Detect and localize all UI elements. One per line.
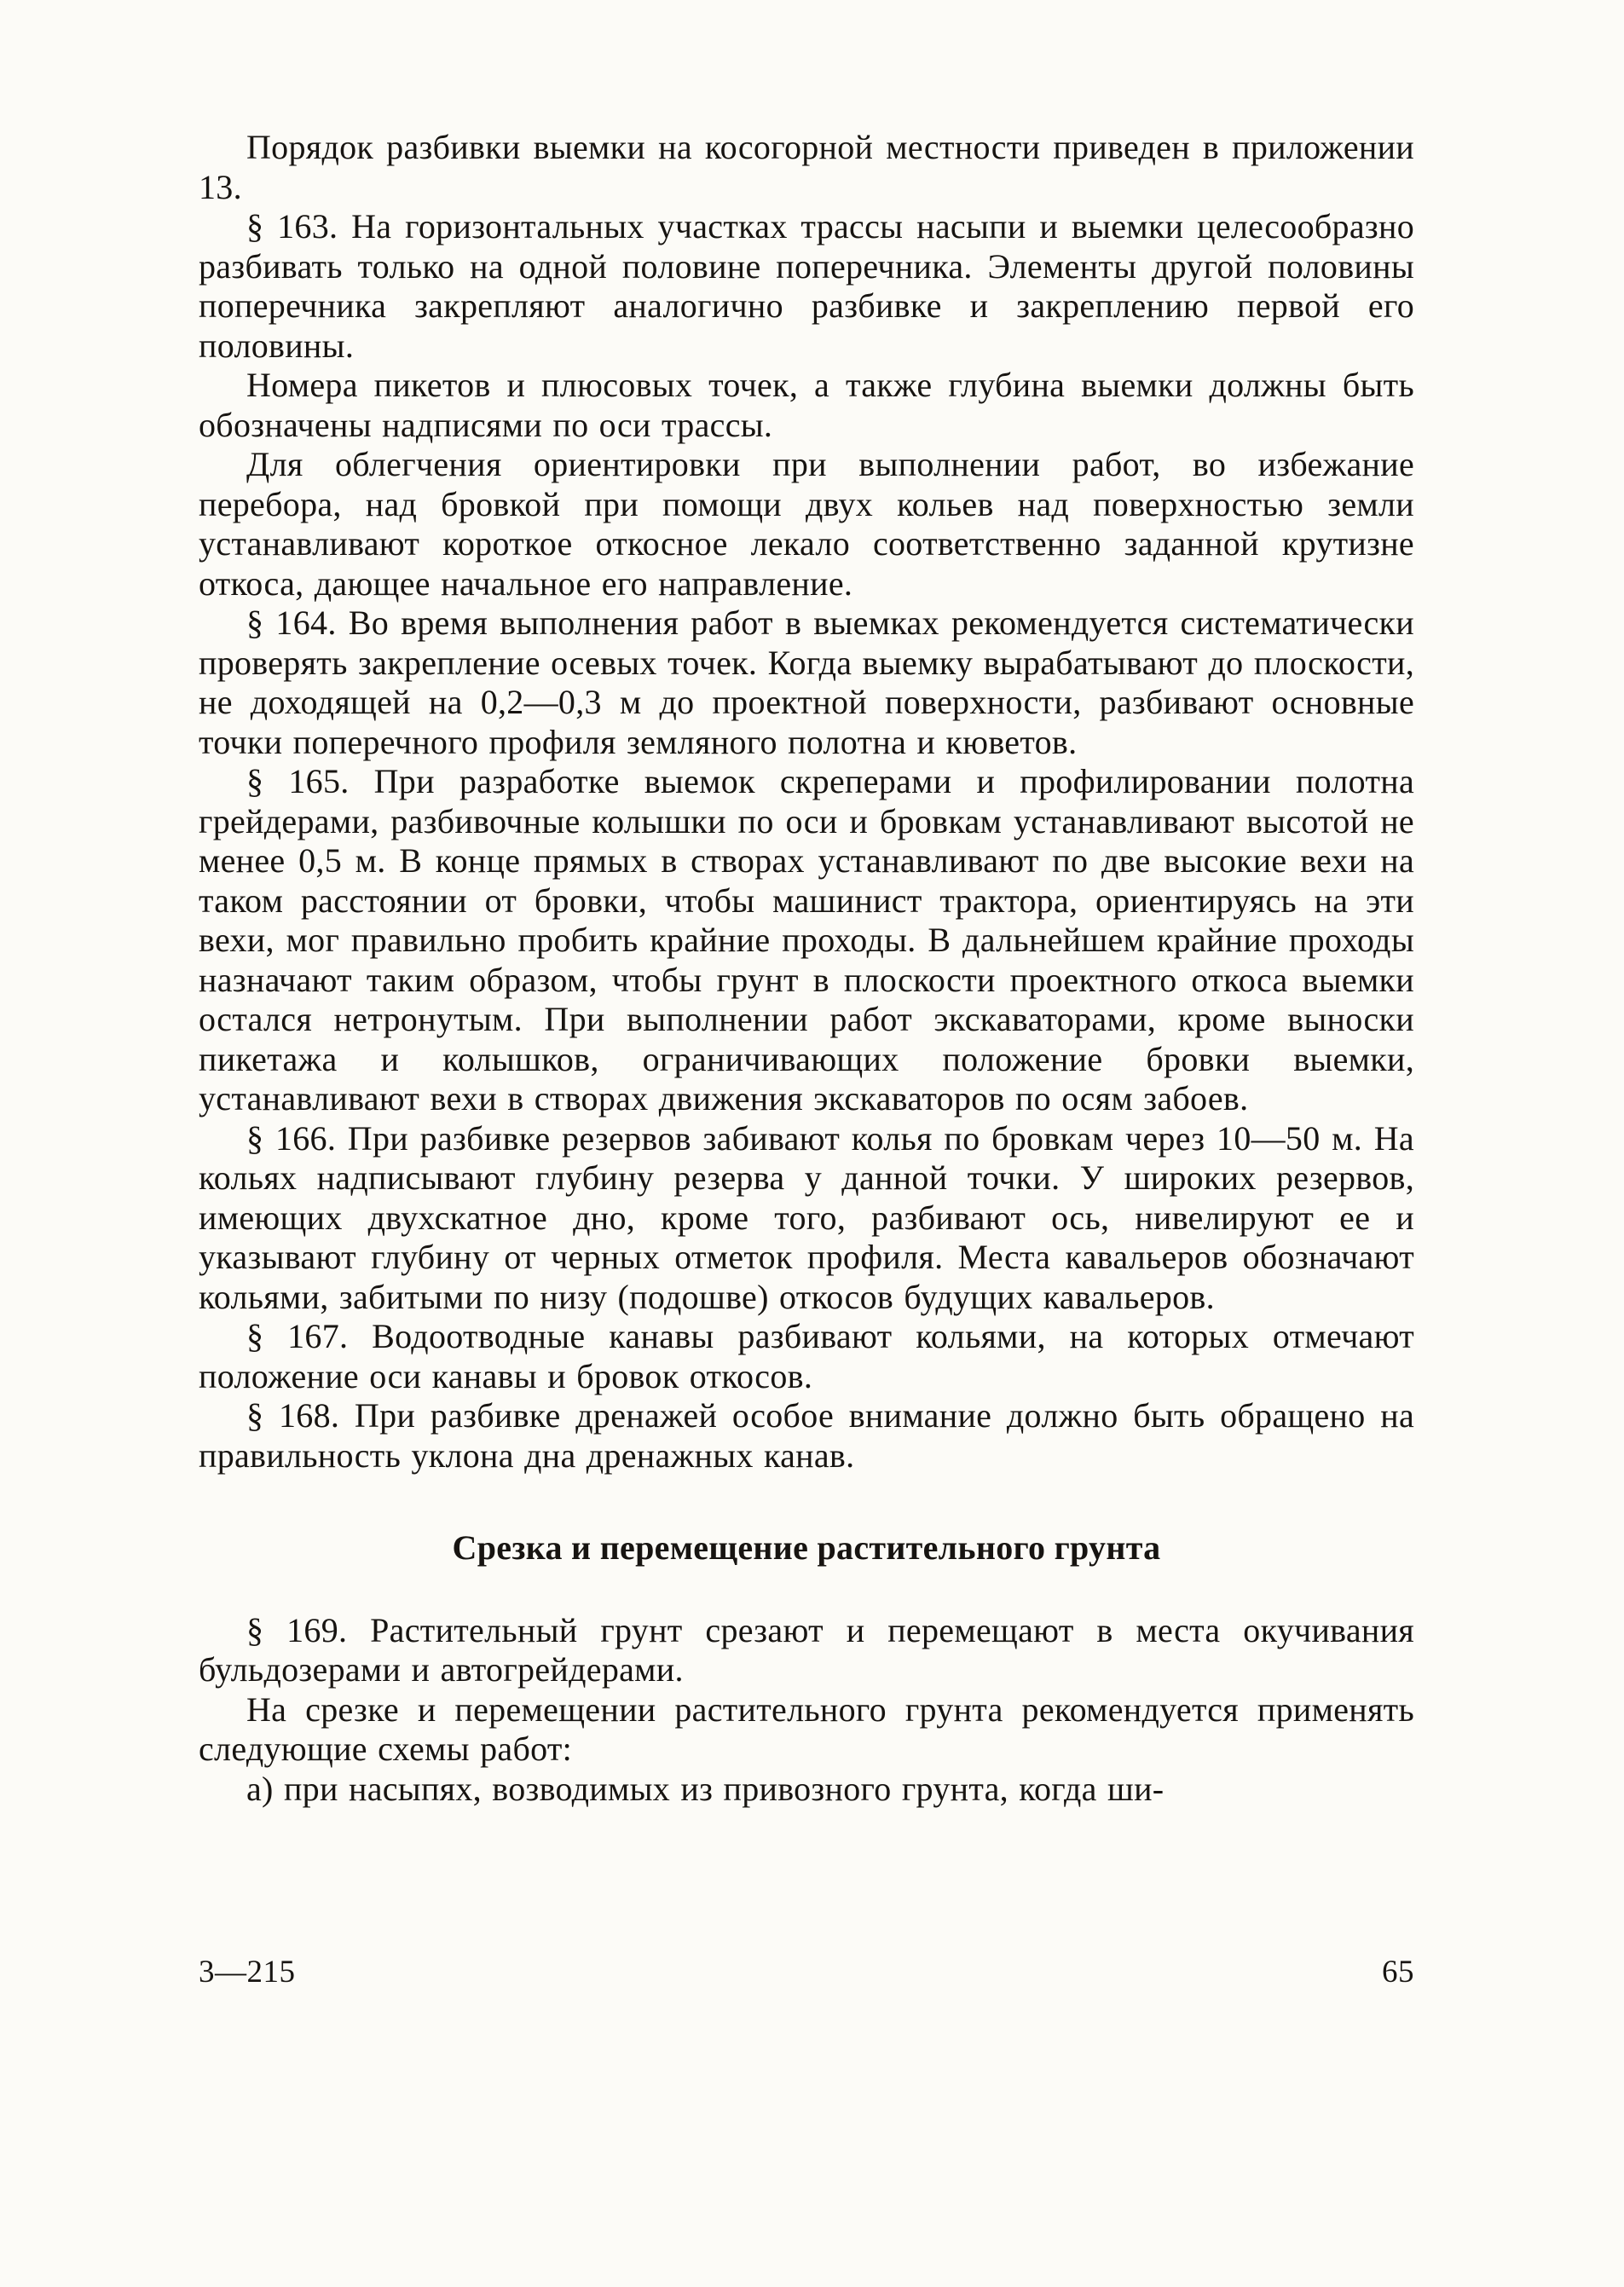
page-number: 65 — [1382, 1955, 1414, 1990]
paragraph-intro: Порядок разбивки выемки на косогорной местности приведен в приложении 13. — [199, 128, 1414, 206]
paragraph-orientation: Для облегчения ориентировки при выполнении работ, во избежание перебора, над бровкой при помощи двух кольев над поверхностью земли устанавливают короткое откосное лекало соответственно заданной крутизне откоса, дающее начальное его направление. — [199, 445, 1414, 603]
paragraph-163: § 163. На горизонтальных участках трассы насыпи и выемки целесообразно разбивать только на одной половине поперечника. Элементы другой половины поперечника закрепляют аналогично разбивке и закреплению первой его половины. — [199, 207, 1414, 365]
paragraph-166: § 166. При разбивке резервов забивают колья по бровкам через 10—50 м. На кольях надписывают глубину резерва у данной точки. У широких резервов, имеющих двухскатное дно, кроме того, разбивают ось, нивелируют ее и указывают глубину от черных отметок профиля. Места кавальеров обозначают кольями, забитыми по низу (подошве) откосов будущих кавальеров. — [199, 1118, 1414, 1316]
paragraph-schemes: На срезке и перемещении растительного грунта рекомендуется применять следующие схемы работ: — [199, 1689, 1414, 1768]
paragraph-169: § 169. Растительный грунт срезают и перемещают в места окучивания бульдозерами и автогрейдерами. — [199, 1610, 1414, 1689]
paragraph-picket-notes: Номера пикетов и плюсовых точек, а также глубина выемки должны быть обозначены надписями по оси трассы. — [199, 366, 1414, 444]
page-footer — [199, 1954, 1414, 1990]
text-block — [199, 128, 1414, 1809]
print-signature: 3—215 — [199, 1955, 296, 1990]
paragraph-165: § 165. При разработке выемок скреперами и профилировании полотна грейдерами, разбивочные колышки по оси и бровкам устанавливают высотой не менее 0,5 м. В конце прямых в створах устанавливают по две высокие вехи на таком расстоянии от бровки, чтобы машинист трактора, ориентируясь на эти вехи, мог правильно пробить крайние проходы. В дальнейшем крайние проходы назначают таким образом, чтобы грунт в плоскости проектного откоса выемки остался нетронутым. При выполнении работ экскаваторами, кроме выноски пикетажа и колышков, ограничивающих положение бровки выемки, устанавливают вехи в створах движения экскаваторов по осям забоев. — [199, 762, 1414, 1118]
section-heading: Срезка и перемещение растительного грунта — [452, 1528, 1161, 1567]
paragraph-164: § 164. Во время выполнения работ в выемках рекомендуется систематически проверять закрепление осевых точек. Когда выемку вырабатывают до плоскости, не доходящей на 0,2—0,3 м до проектной поверхности, разбивают основные точки поперечного профиля земляного полотна и кюветов. — [199, 604, 1414, 761]
paragraph-167: § 167. Водоотводные канавы разбивают кольями, на которых отмечают положение оси канавы и бровок откосов. — [199, 1317, 1414, 1395]
paragraph-item-a: а) при насыпях, возводимых из привозного грунта, когда ши- — [246, 1769, 1165, 1808]
paragraph-168: § 168. При разбивке дренажей особое внимание должно быть обращено на правильность уклона дна дренажных канав. — [199, 1396, 1414, 1475]
